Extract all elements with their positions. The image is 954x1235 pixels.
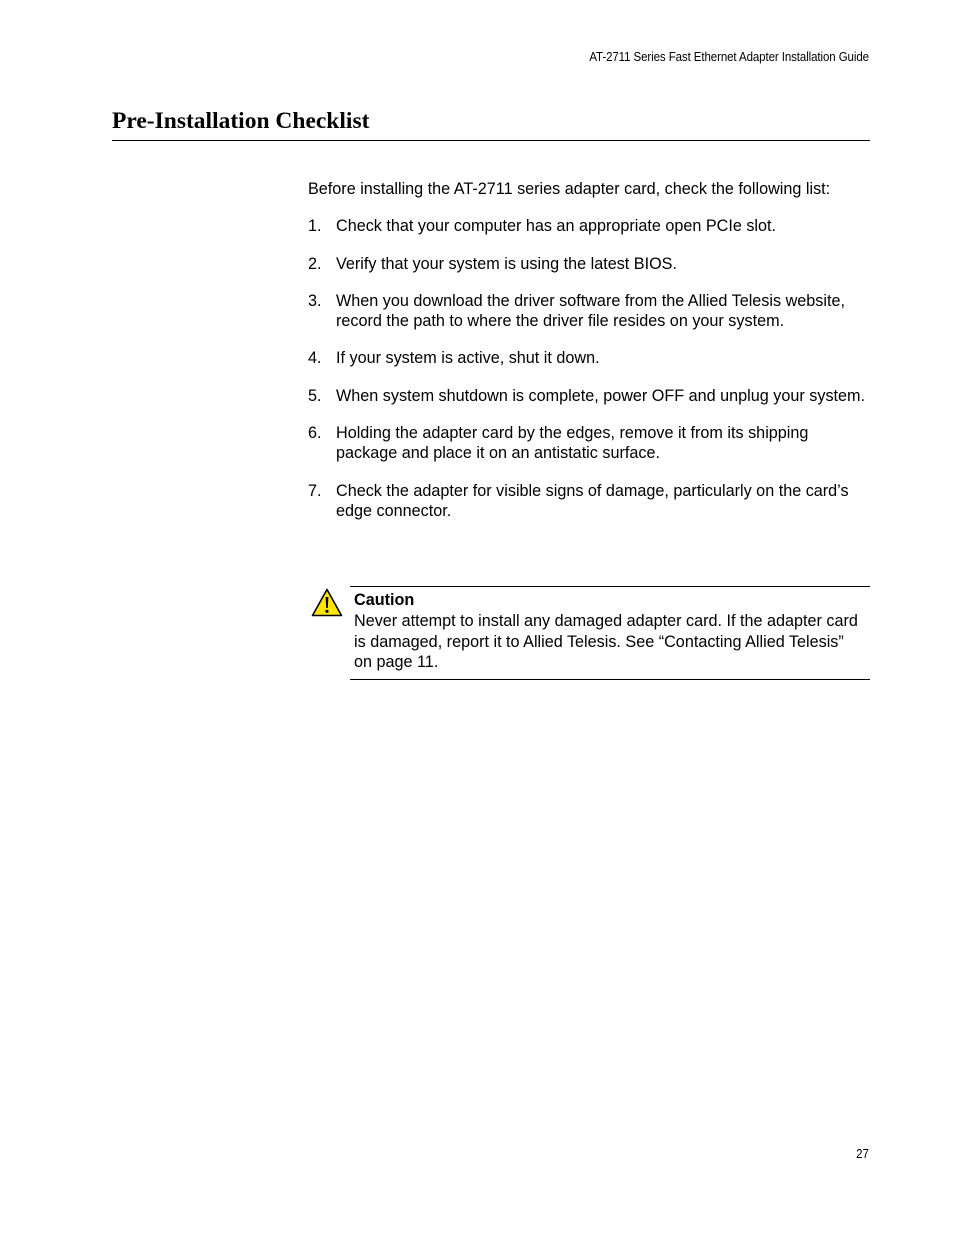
- caution-box: [350, 586, 870, 680]
- step-number: 7.: [308, 481, 322, 500]
- title-rule: [112, 140, 870, 141]
- checklist-item: [308, 423, 870, 464]
- step-number: 4.: [308, 349, 322, 368]
- checklist-item: [308, 216, 870, 236]
- step-text: Check the adapter for visible signs of damage, particularly on the card’s edge connector.: [336, 481, 849, 520]
- step-text: When you download the driver software from the Allied Telesis website, record the path to where the driver file resides on your system.: [336, 291, 845, 331]
- step-number: 3.: [308, 291, 322, 310]
- page-number: 27: [856, 1147, 869, 1161]
- checklist-item: [308, 348, 870, 368]
- step-number: 2.: [308, 254, 322, 273]
- intro-paragraph: Before installing the AT-2711 series adapter card, check the following list:: [308, 180, 831, 198]
- step-text: When system shutdown is complete, power OFF and unplug your system.: [336, 386, 866, 405]
- step-text: Check that your computer has an appropriate open PCIe slot.: [336, 217, 777, 236]
- checklist-item: [308, 254, 870, 274]
- checklist-item: [308, 291, 870, 332]
- checklist-item: [308, 481, 870, 522]
- warning-triangle-icon: [311, 588, 343, 617]
- step-number: 5.: [308, 386, 322, 405]
- body-text: [308, 179, 870, 538]
- caution-text: Never attempt to install any damaged adapter card. If the adapter card is damaged, report it to Allied Telesis. See “Contacting Allied Telesis” on page 11.: [354, 612, 858, 671]
- checklist: [308, 216, 870, 521]
- section-title: Pre-Installation Checklist: [112, 108, 370, 134]
- caution-label: Caution: [354, 591, 415, 609]
- step-text: Verify that your system is using the latest BIOS.: [336, 254, 677, 273]
- checklist-item: [308, 386, 870, 406]
- step-text: Holding the adapter card by the edges, remove it from its shipping package and place it on an antistatic surface.: [336, 424, 809, 463]
- caution-notice: [308, 586, 870, 682]
- step-number: 1.: [308, 217, 322, 236]
- step-number: 6.: [308, 424, 322, 443]
- running-header: AT-2711 Series Fast Ethernet Adapter Installation Guide: [589, 50, 869, 64]
- step-text: If your system is active, shut it down.: [336, 349, 600, 368]
